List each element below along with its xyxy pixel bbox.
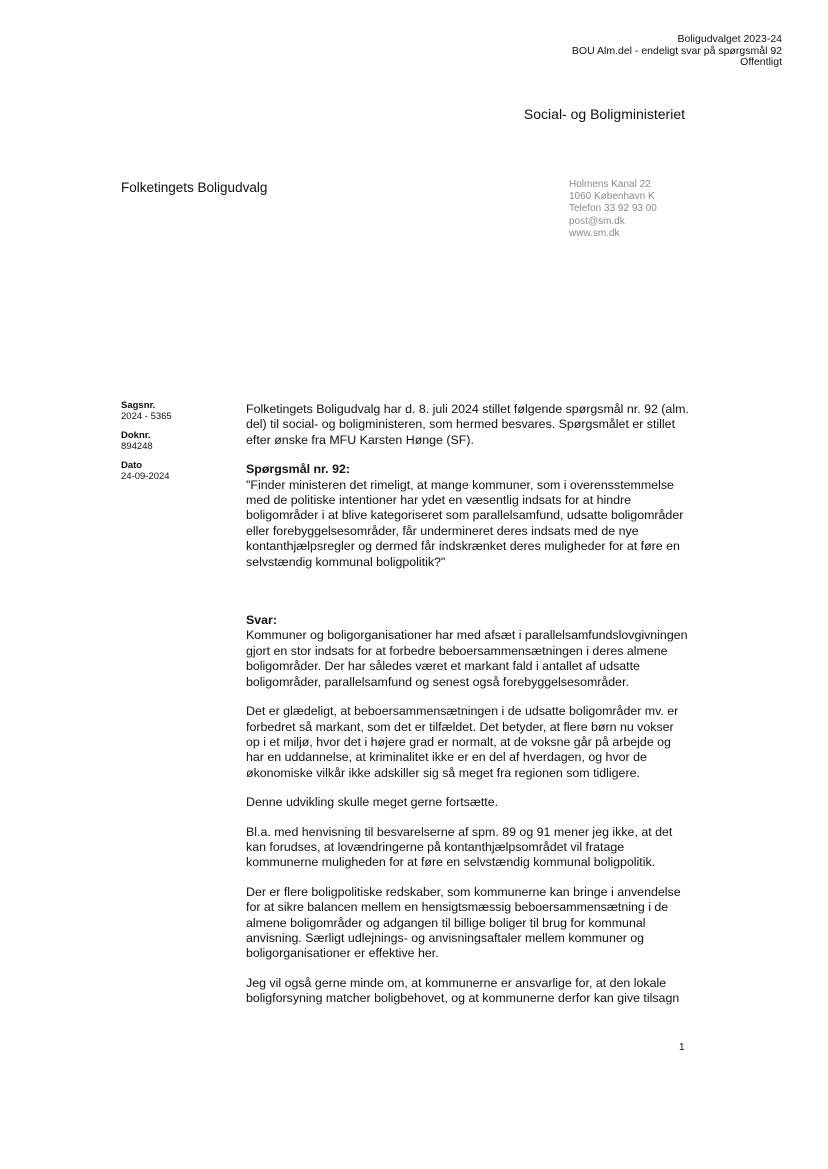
sagsnr-value: 2024 - 5365 bbox=[121, 410, 172, 422]
doknr-value: 894248 bbox=[121, 440, 153, 452]
committee-year: Boligudvalget 2023-24 bbox=[677, 33, 782, 45]
document-reference: BOU Alm.del - endeligt svar på spørgsmål 92 bbox=[571, 44, 782, 57]
intro-paragraph: Folketingets Boligudvalg har d. 8. juli 2024 stillet følgende spørgsmål nr. 92 (alm. del) til social- og boligministeren, som hermed besvares. Spørgsmålet er stillet efter ønske fra MFU Karsten Hønge (SF). bbox=[246, 402, 689, 447]
answer-heading: Svar: bbox=[246, 613, 277, 628]
answer-paragraph-1: Kommuner og boligorganisationer har med afsæt i parallelsamfundslovgivningen gjort en stor indsats for at forbedre beboersammensætningen i deres almene boligområder. Der har således været et markant fald i antallet af udsatte boligområder, parallelsamfund og senest også forebyggelsesområder. bbox=[246, 628, 688, 689]
question-heading: Spørgsmål nr. 92: bbox=[246, 462, 350, 477]
sagsnr-label: Sagsnr. bbox=[121, 400, 156, 411]
doknr-label: Doknr. bbox=[121, 430, 151, 441]
answer-paragraph-5: Der er flere boligpolitiske redskaber, som kommunerne kan bringe i anvendelse for at sikre balancen mellem en hensigtsmæssig beboersammensætning i de almene boligområder og adgangen til billige boliger til brug for kommunal anvisning. Særligt udlejnings- og anvisningsaftaler mellem kommuner og boligorganisationer er effektive her. bbox=[246, 884, 681, 961]
ministry-name: Social- og Boligministeriet bbox=[523, 106, 685, 122]
contact-block bbox=[569, 179, 657, 240]
answer-paragraph-3: Denne udvikling skulle meget gerne fortsætte. bbox=[246, 795, 499, 810]
contact-city: 1060 København K bbox=[569, 191, 655, 203]
sagsnr-block bbox=[121, 401, 221, 422]
recipient-name: Folketingets Boligudvalg bbox=[121, 180, 268, 195]
case-meta bbox=[121, 401, 221, 491]
contact-web[interactable]: www.sm.dk bbox=[569, 227, 620, 239]
answer-paragraph-2: Det er glædeligt, at beboersammensætningen i de udsatte boligområder mv. er forbedret så markant, som det er tilfældet. Det betyder, at flere børn nu vokser op i et miljø, hvor det i højere grad er normalt, at de voksne går på arbejde og har en uddannelse, at kriminalitet ikke er en del af hverdagen, og hvor de økonomiske vilkår ikke adskiller sig så meget fra regionen som tidligere. bbox=[246, 704, 679, 780]
question-text: "Finder ministeren det rimeligt, at mange kommuner, som i overensstemmelse med de politiske intentioner har ydet en væsentlig indsats for at hindre boligområder i at blive kategoriseret som parallelsamfund, udsatte boligområder eller forebyggelsesområder, får undermineret deres indsats med de nye kontanthjælpsregler og dermed får indskrænket deres muligheder for at føre en selvstændig kommunal boligpolitik?" bbox=[246, 477, 684, 569]
answer-paragraph-6: Jeg vil også gerne minde om, at kommunerne er ansvarlige for, at den lokale boligforsyning matcher boligbehovet, og at kommunerne derfor kan give tilsagn bbox=[246, 975, 680, 1006]
contact-email[interactable]: post@sm.dk bbox=[569, 215, 625, 227]
public-status: Offentligt bbox=[740, 56, 782, 68]
letter-body bbox=[246, 402, 690, 1021]
contact-phone: Telefon 33 92 93 00 bbox=[569, 203, 657, 215]
dato-label: Dato bbox=[121, 460, 143, 471]
contact-address: Holmens Kanal 22 bbox=[569, 179, 651, 190]
document-header-meta bbox=[572, 34, 782, 69]
dato-value: 24-09-2024 bbox=[121, 470, 170, 482]
dato-block bbox=[121, 461, 221, 482]
page-number: 1 bbox=[679, 1042, 685, 1053]
doknr-block bbox=[121, 431, 221, 452]
answer-paragraph-4: Bl.a. med henvisning til besvarelserne af spm. 89 og 91 mener jeg ikke, at det kan forudses, at lovændringerne på kontanthjælpsområdet vil fratage kommunerne muligheden for at føre en selvstændig kommunal boligpolitik. bbox=[246, 824, 673, 870]
